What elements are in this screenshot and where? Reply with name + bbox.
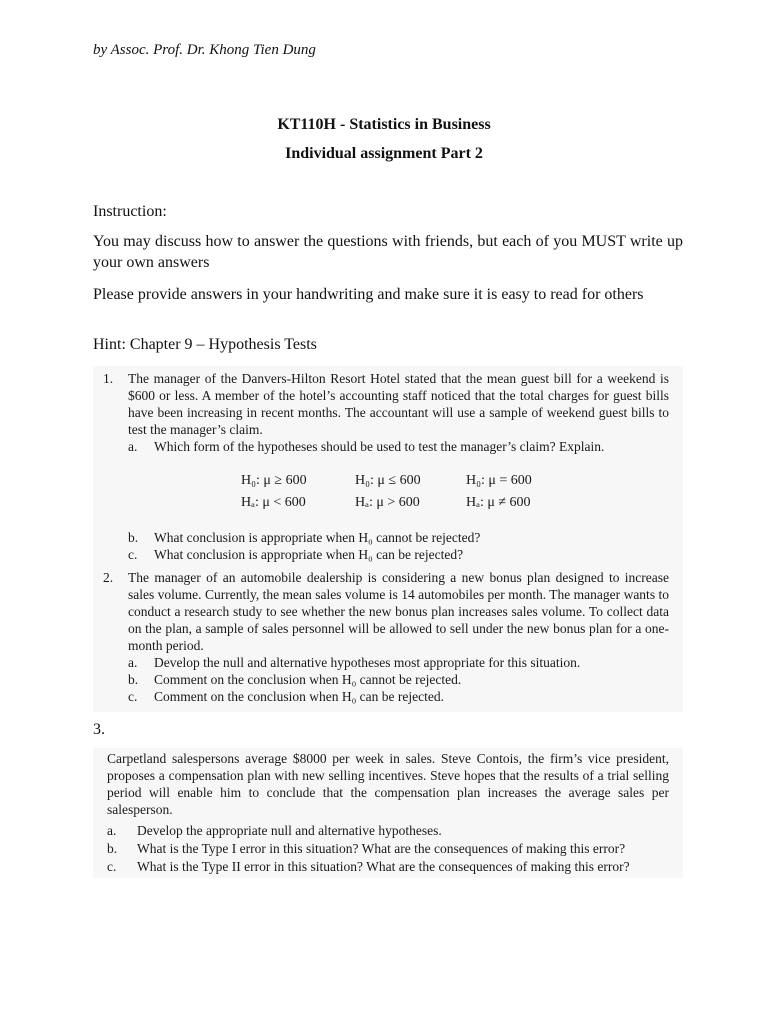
part-label: a.	[128, 439, 138, 454]
assignment-title: Individual assignment Part 2	[285, 145, 483, 162]
part-label: c.	[128, 689, 138, 704]
question-2-text: The manager of an automobile dealership is considering a new bonus plan designed to increase sales volume. Currently, the mean sales volume is 14 automobiles per month. The manager wants to conduct a research study to see whether the new bonus plan increases sales volume. To collect data on the plan, a sample of sales personnel will be allowed to sell under the new bonus plan for a one-month period.	[128, 570, 669, 653]
hypothesis-3-null: H₀: μ = 600	[466, 473, 532, 488]
hypothesis-1-alt: Hₐ: μ < 600	[241, 495, 306, 510]
instruction-heading: Instruction:	[93, 203, 167, 220]
part-label: c.	[128, 547, 138, 562]
part-text: Which form of the hypotheses should be used to test the manager’s claim? Explain.	[154, 439, 605, 454]
part-label: a.	[107, 823, 117, 838]
hypothesis-3-alt: Hₐ: μ ≠ 600	[466, 495, 531, 510]
hypothesis-2-alt: Hₐ: μ > 600	[355, 495, 420, 510]
part-label: b.	[128, 530, 139, 545]
author-line: by Assoc. Prof. Dr. Khong Tien Dung	[93, 42, 316, 58]
part-text: What conclusion is appropriate when H₀ can be rejected?	[154, 547, 464, 562]
question-3-excerpt	[93, 748, 683, 878]
part-text: What is the Type II error in this situation? What are the consequences of making this error?	[137, 859, 630, 874]
part-text: What conclusion is appropriate when H₀ cannot be rejected?	[154, 530, 481, 545]
part-label: b.	[128, 672, 139, 687]
part-text: Comment on the conclusion when H₀ can be rejected.	[154, 689, 444, 704]
part-label: b.	[107, 841, 118, 856]
part-label: a.	[128, 655, 138, 670]
hint-line: Hint: Chapter 9 – Hypothesis Tests	[93, 336, 317, 353]
questions-1-2-excerpt	[93, 366, 683, 712]
instruction-paragraph-2: Please provide answers in your handwriting and make sure it is easy to read for others	[93, 286, 644, 303]
part-text: Develop the null and alternative hypotheses most appropriate for this situation.	[154, 655, 581, 670]
question-1-text: The manager of the Danvers-Hilton Resort Hotel stated that the mean guest bill for a weekend is $600 or less. A member of the hotel’s accounting staff noticed that the total charges for guest bills have been increasing in recent months. The accountant will use a sample of weekend guest bills to test the manager’s claim.	[128, 371, 669, 437]
part-text: Comment on the conclusion when H₀ cannot be rejected.	[154, 672, 462, 687]
part-text: What is the Type I error in this situation? What are the consequences of making this error?	[137, 841, 626, 856]
question-1-number: 1.	[103, 371, 114, 386]
question-3-text: Carpetland salespersons average $8000 per week in sales. Steve Contois, the firm’s vice president, proposes a compensation plan with new selling incentives. Steve hopes that the results of a trial selling period will enable him to conclude that the compensation plan increases the average sales per salesperson.	[107, 751, 669, 817]
question-2-number: 2.	[103, 570, 114, 585]
question-3-number: 3.	[93, 721, 105, 738]
course-title: KT110H - Statistics in Business	[277, 116, 491, 133]
part-label: c.	[107, 859, 117, 874]
instruction-paragraph-1: You may discuss how to answer the questions with friends, but each of you MUST write up your own answers	[93, 233, 683, 271]
part-text: Develop the appropriate null and alternative hypotheses.	[137, 823, 442, 838]
hypothesis-2-null: H₀: μ ≤ 600	[355, 473, 421, 488]
hypothesis-1-null: H₀: μ ≥ 600	[241, 473, 307, 488]
